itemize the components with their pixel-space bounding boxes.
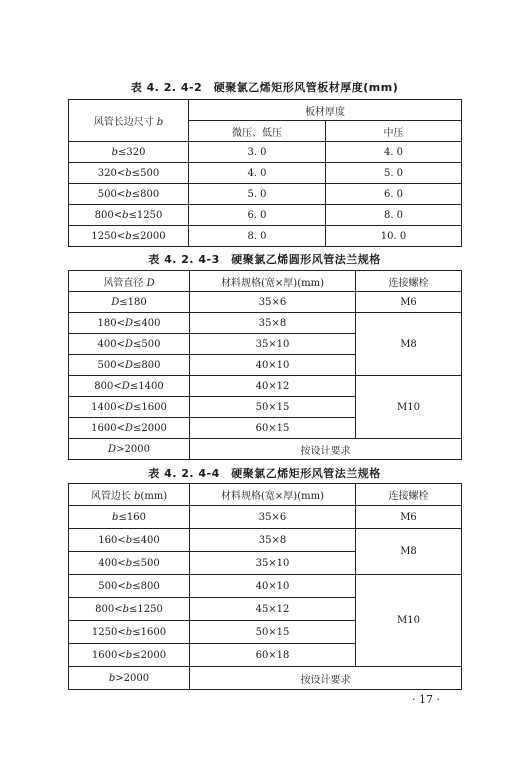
table1-cell-low: 6. 0	[189, 205, 326, 226]
table3-cell-size: 1250<b≤1600	[69, 621, 190, 644]
table3-cell-spec: 50×15	[190, 621, 356, 644]
table2-cell-size: 180<D≤400	[69, 313, 190, 334]
table1-cell-size: 800<b≤1250	[69, 205, 189, 226]
table3-cell-bolt: M10	[356, 575, 462, 667]
table3-cell-bolt: M8	[356, 529, 462, 575]
table2-cell-size: 1400<D≤1600	[69, 397, 190, 418]
table1-cell-mid: 4. 0	[326, 142, 462, 163]
table2-caption: 表 4. 2. 4-3 硬聚氯乙烯圆形风管法兰规格	[148, 253, 381, 266]
table2-cell-bolt: M8	[356, 313, 462, 376]
table1-header-thickness: 板材厚度	[189, 100, 462, 121]
table2-cell-note: 按设计要求	[190, 439, 462, 460]
table1-cell-low: 3. 0	[189, 142, 326, 163]
table3-header-bolt: 连接螺栓	[356, 484, 462, 506]
table2-header-spec: 材料规格(宽×厚)(mm)	[190, 271, 356, 292]
table2-cell-spec: 35×8	[190, 313, 356, 334]
table3-cell-note: 按设计要求	[190, 667, 462, 690]
table2-cell-bolt: M10	[356, 376, 462, 439]
table3-cell-spec: 40×10	[190, 575, 356, 598]
table1-cell-low: 5. 0	[189, 184, 326, 205]
table3-cell-spec: 60×18	[190, 644, 356, 667]
table3-cell-spec: 35×8	[190, 529, 356, 552]
table3-cell-size: 1600<b≤2000	[69, 644, 190, 667]
table3-cell-bolt: M6	[356, 506, 462, 529]
page-number: · 17 ·	[412, 693, 440, 706]
table2-cell-size: 1600<D≤2000	[69, 418, 190, 439]
table2-cell-spec: 35×10	[190, 334, 356, 355]
table1-cell-size: 320<b≤500	[69, 163, 189, 184]
table2	[68, 270, 462, 460]
table2-cell-bolt: M6	[356, 292, 462, 313]
table1-header-size: 风管长边尺寸 b	[69, 100, 189, 142]
table2-cell-size: D≤180	[69, 292, 190, 313]
table2-cell-size: 500<D≤800	[69, 355, 190, 376]
table3-header-spec: 材料规格(宽×厚)(mm)	[190, 484, 356, 506]
table2-cell-spec: 35×6	[190, 292, 356, 313]
table1-header-mid-pressure: 中压	[326, 121, 462, 142]
table1-cell-size: b≤320	[69, 142, 189, 163]
table3-cell-size: 500<b≤800	[69, 575, 190, 598]
table1-header-low-pressure: 微压、低压	[189, 121, 326, 142]
table3-cell-size: b≤160	[69, 506, 190, 529]
table2-cell-spec: 40×12	[190, 376, 356, 397]
table3-cell-size: 800<b≤1250	[69, 598, 190, 621]
table1-caption: 表 4. 2. 4-2 硬聚氯乙烯矩形风管板材厚度(mm)	[130, 81, 399, 94]
table3-cell-spec: 45×12	[190, 598, 356, 621]
table2-cell-spec: 50×15	[190, 397, 356, 418]
table1-cell-size: 1250<b≤2000	[69, 226, 189, 247]
table3-cell-spec: 35×6	[190, 506, 356, 529]
table1	[68, 99, 462, 247]
table3-cell-size: b>2000	[69, 667, 190, 690]
table2-cell-spec: 40×10	[190, 355, 356, 376]
table1-cell-mid: 8. 0	[326, 205, 462, 226]
table1-cell-mid: 5. 0	[326, 163, 462, 184]
table3-header-side: 风管边长 b(mm)	[69, 484, 190, 506]
table1-cell-low: 4. 0	[189, 163, 326, 184]
table3-cell-size: 160<b≤400	[69, 529, 190, 552]
table2-header-diameter: 风管直径 D	[69, 271, 190, 292]
table1-cell-size: 500<b≤800	[69, 184, 189, 205]
table2-header-bolt: 连接螺栓	[356, 271, 462, 292]
table3-cell-size: 400<b≤500	[69, 552, 190, 575]
table1-cell-mid: 10. 0	[326, 226, 462, 247]
table2-cell-size: 800<D≤1400	[69, 376, 190, 397]
table1-cell-mid: 6. 0	[326, 184, 462, 205]
table2-cell-size: D>2000	[69, 439, 190, 460]
table1-cell-low: 8. 0	[189, 226, 326, 247]
table2-cell-spec: 60×15	[190, 418, 356, 439]
table3-cell-spec: 35×10	[190, 552, 356, 575]
table3-caption: 表 4. 2. 4-4 硬聚氯乙烯矩形风管法兰规格	[148, 467, 381, 480]
table2-cell-size: 400<D≤500	[69, 334, 190, 355]
table3	[68, 483, 462, 690]
